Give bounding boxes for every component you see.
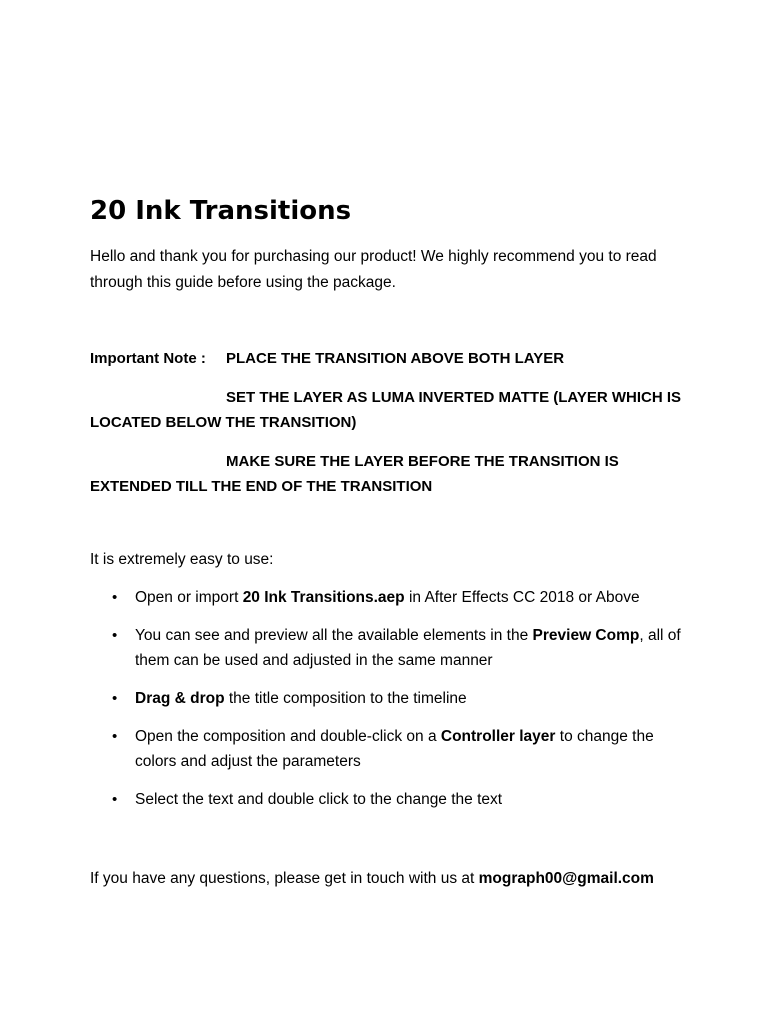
intro-paragraph: Hello and thank you for purchasing our product! We highly recommend you to read through this guide before using the package. <box>90 248 657 291</box>
contact-email: mograph00@gmail.com <box>478 870 654 887</box>
bullet-icon: • <box>112 728 118 745</box>
usage-steps-list <box>90 585 690 825</box>
step-text-bold: 20 Ink Transitions.aep <box>242 589 405 606</box>
important-note-line-3 <box>90 449 690 499</box>
important-note-text-2-end: LOCATED BELOW THE TRANSITION) <box>90 414 357 431</box>
bullet-icon: • <box>112 690 118 707</box>
step-text-after: to change the colors and adjust the parameters <box>135 728 654 770</box>
step-text-before: Select the text and double click to the change the text <box>135 791 503 808</box>
important-note-label: Important Note : <box>90 350 206 367</box>
important-note-text-1: PLACE THE TRANSITION ABOVE BOTH LAYER <box>226 350 565 367</box>
step-text-before: Open the composition and double-click on a <box>135 728 441 745</box>
step-text-after: in After Effects CC 2018 or Above <box>404 589 640 606</box>
contact-line <box>90 866 654 891</box>
bullet-icon: • <box>112 627 118 644</box>
step-text-bold: Preview Comp <box>532 627 640 644</box>
usage-step <box>90 623 690 673</box>
contact-text: If you have any questions, please get in touch with us at <box>90 870 479 887</box>
important-note-text-2-start: SET THE LAYER AS LUMA INVERTED MATTE (LAYER WHICH IS <box>226 389 682 406</box>
bullet-icon: • <box>112 791 118 808</box>
important-note-line-2 <box>90 385 690 435</box>
important-note-text-3-end: EXTENDED TILL THE END OF THE TRANSITION <box>90 478 433 495</box>
step-text-bold: Controller layer <box>440 728 556 745</box>
step-text-after: the title composition to the timeline <box>224 690 467 707</box>
usage-step <box>90 724 690 774</box>
important-note-text-3-start: MAKE SURE THE LAYER BEFORE THE TRANSITION IS <box>226 453 619 470</box>
important-note-line-1 <box>90 346 690 371</box>
usage-step <box>90 787 690 812</box>
step-text-before: Open or import <box>135 589 243 606</box>
usage-step <box>90 585 690 610</box>
step-text-bold: Drag & drop <box>135 690 225 707</box>
step-text-before: You can see and preview all the available elements in the <box>135 627 533 644</box>
usage-heading: It is extremely easy to use: <box>90 551 274 568</box>
usage-step <box>90 686 690 711</box>
document-title: 20 Ink Transitions <box>90 196 352 226</box>
step-text-after: , all of them can be used and adjusted in the same manner <box>135 627 681 669</box>
bullet-icon: • <box>112 589 118 606</box>
